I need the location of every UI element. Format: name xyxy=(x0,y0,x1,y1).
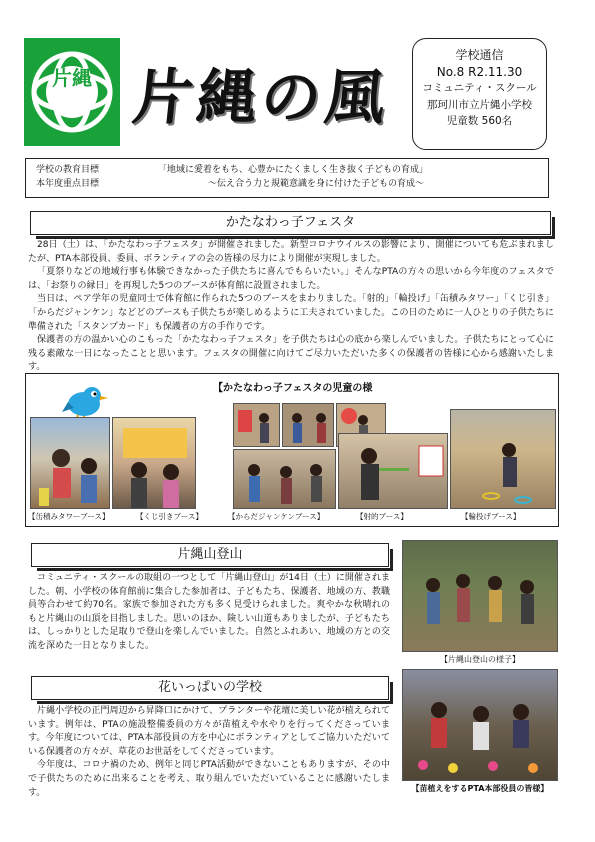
photo-heading: 【かたなわっ子フェスタの児童の様 xyxy=(213,383,373,394)
festa-paragraph: 保護者の方の温かい心のこもった「かたなわっ子フェスタ」を子供たちは心の底から楽しんでいました。子供たちにとって心に残る素敵な一日になったことと思います。フェスタの開催に向けてご尽力いただいた多くの保護者の皆様に心から感謝いたします。 xyxy=(28,335,554,373)
student-count: 児童数 560名 xyxy=(446,115,513,127)
caption-lottery: 【くじ引きブース】 xyxy=(136,512,203,521)
janken-photo-1 xyxy=(233,403,280,447)
issue-kind: 学校通信 xyxy=(455,48,504,62)
can-tower-photo xyxy=(30,417,110,509)
lottery-photo xyxy=(112,417,196,509)
climb-article xyxy=(28,572,390,654)
climb-title: 片縄山登山 xyxy=(177,547,243,562)
festa-photo-panel xyxy=(25,373,559,527)
ring-toss-photo xyxy=(450,409,556,509)
shooting-photo xyxy=(338,433,448,509)
school-type: コミュニティ・スクール xyxy=(422,82,537,94)
flowers-title-box xyxy=(31,676,389,700)
caption-can-tower: 【缶積みタワーブース】 xyxy=(28,512,110,521)
festa-paragraph: 28日（土）は、「かたなわっ子フェスタ」が開催されました。新型コロナウイルスの影響により、開催についても危ぶまれましたが、PTA本部役員、委員、ボランティアの会の皆様の尽力により開催が実現しました。 xyxy=(28,240,554,264)
logo-text: 片縄 xyxy=(52,66,92,90)
goal-label: 学校の教育目標 xyxy=(36,165,100,175)
goal-value: 「地域に愛着をもち、心豊かにたくましく生き抜く子どもの育成」 xyxy=(158,165,429,175)
newsletter-masthead xyxy=(129,58,408,138)
flower-planting-photo xyxy=(402,669,558,781)
janken-photo-4 xyxy=(233,449,336,509)
bird-illustration xyxy=(62,382,108,422)
school-logo xyxy=(24,38,120,146)
festa-title-box xyxy=(30,211,551,235)
mountain-climb-photo xyxy=(402,540,558,652)
focus-goal-value: 〜伝え合う力と規範意識を身に付けた子どもの育成〜 xyxy=(208,179,425,189)
festa-article xyxy=(28,239,554,375)
climb-title-box xyxy=(31,543,389,567)
flowers-title: 花いっぱいの学校 xyxy=(157,680,262,695)
climb-paragraph: コミュニティ・スクールの取組の一つとして「片縄山登山」が14日（土）に開催されました。朝、小学校の体育館前に集合した参加者は、子どもたち、保護者、地域の方、教職員等合わせて約70名。家族で参加された方も多く見受けられました。爽やかな秋晴れのもと片縄山の山頂を目指しました。思いのほか、険しい山道もありましたが、子どもたちは、しっかりとした足取りで登山を楽しんでいました。自然とふれあい、地域の方との交流を深めた一日となりました。 xyxy=(28,573,390,651)
climb-photo-caption: 【片縄山登山の様子】 xyxy=(440,655,520,664)
issue-info-box xyxy=(412,38,547,150)
caption-ring-toss: 【輪投げブース】 xyxy=(461,512,521,521)
masthead-title: 片縄の風 xyxy=(129,63,393,133)
flowers-photo-caption: 【苗植えをするPTA本部役員の皆様】 xyxy=(411,784,549,793)
focus-goal-label: 本年度重点目標 xyxy=(36,179,100,189)
flowers-paragraph: 片縄小学校の正門周辺から昇降口にかけて、プランターや花壇に美しい花が植えられています。例年は、PTAの施設整備委員の方々が苗植えや水やりを行ってくださっています。今年度については、PTA本部役員の方を中心にボランティアとしてご協力いただいている保護者の方々が、草花のお世話をしてくださっています。 xyxy=(28,706,390,757)
janken-photo-2 xyxy=(282,403,334,447)
festa-paragraph: 当日は、ペア学年の児童同士で体育館に作られた5つのブースをまわりました。「射的」「輪投げ」「缶積みタワー」「くじ引き」「からだジャンケン」などどのブースも子供たちが楽しめるように工夫されていました。この日のために一人ひとりの子供たちに準備された「スタンプカード」も保護者の方の手作りです。 xyxy=(28,294,554,332)
flowers-article xyxy=(28,705,390,800)
caption-janken: 【からだジャンケンブース】 xyxy=(228,512,325,521)
school-name: 那珂川市立片縄小学校 xyxy=(427,98,532,111)
flowers-paragraph: 今年度は、コロナ禍のため、例年と同じPTA活動ができないこともありますが、その中で子供たちのために出来ることを考え、取り組んでいただいていることに感謝いたします。 xyxy=(28,760,390,798)
school-goals xyxy=(25,158,549,198)
issue-number-date: No.8 R2.11.30 xyxy=(436,64,523,79)
festa-title: かたなわっ子フェスタ xyxy=(225,215,356,230)
caption-shooting: 【射的ブース】 xyxy=(356,512,408,521)
festa-paragraph: 「夏祭りなどの地域行事も体験できなかった子供たちに喜んでもらいたい。」そんなPTAの方々の思いから今年度のフェスタでは、「お祭りの縁日」を再現した5つのブースが体育館に設置されました。 xyxy=(28,267,554,291)
